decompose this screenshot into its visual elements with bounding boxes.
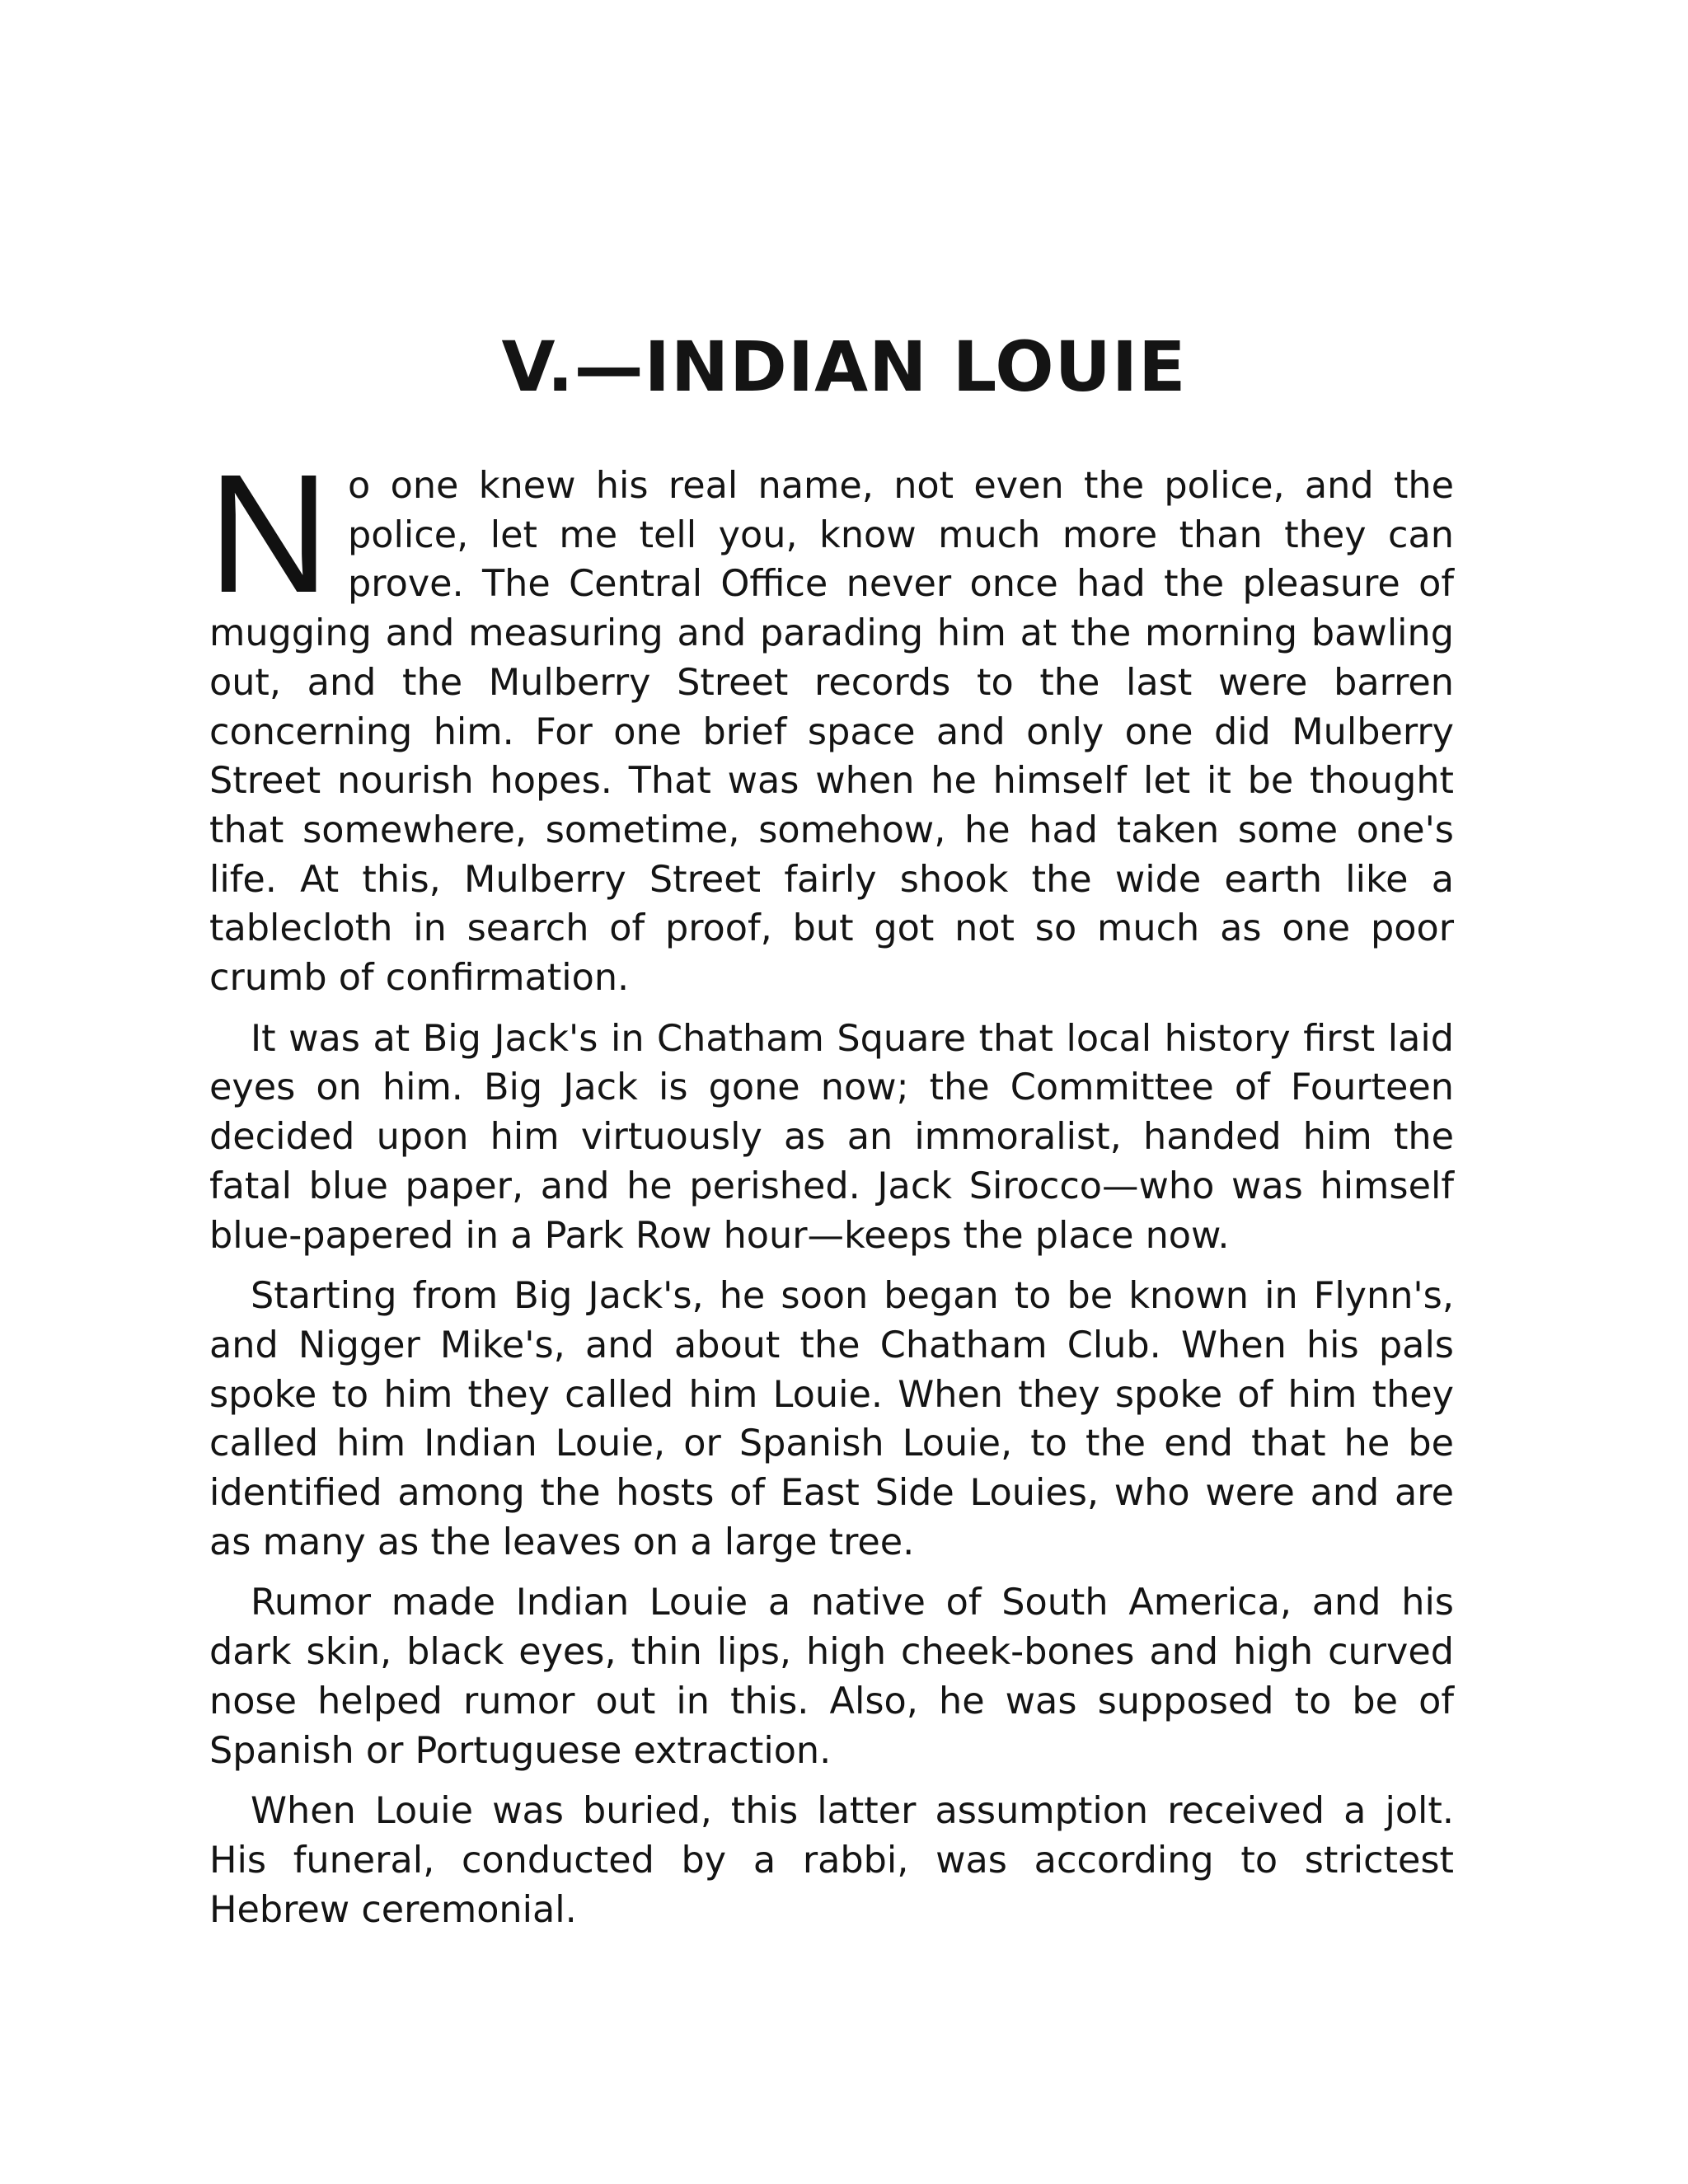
- paragraph-2: It was at Big Jack's in Chatham Square that local history first laid eyes on him. Big Jack is gone now; the Committee of Fourteen decided upon him virtuously as an immoralist, handed him the fatal blue paper, and he perished. Jack Sirocco—who was himself blue-papered in a Park Row hour—keeps the place now.: [209, 1017, 1454, 1257]
- paragraph-5: When Louie was buried, this latter assumption received a jolt. His funeral, conducted by a rabbi, was according to strictest Hebrew ceremonial.: [209, 1790, 1454, 1931]
- chapter-title: V.—INDIAN LOUIE: [501, 326, 1187, 407]
- chapter-body: [208, 439, 1454, 1946]
- paragraph-3: Starting from Big Jack's, he soon began to be known in Flynn's, and Nigger Mike's, and about the Chatham Club. When his pals spoke to him they called him Louie. When they spoke of him they called him Indian Louie, or Spanish Louie, to the end that he be identified among the hosts of East Side Louies, who were and are as many as the leaves on a large tree.: [209, 1275, 1454, 1563]
- drop-cap: N: [208, 439, 331, 628]
- paragraph-1: [208, 439, 1454, 1003]
- paragraph-1-text: o one knew his real name, not even the police, and the police, let me tell you, know much more than they can prove. The Central Office never once had the pleasure of mugging and measuring and parading him at the morning bawling out, and the Mulberry Street records to the last were barren concerning him. For one brief space and only one did Mulberry Street nourish hopes. That was when he himself let it be thought that somewhere, sometime, somehow, he had taken some one's life. At this, Mulberry Street fairly shook the wide earth like a tablecloth in search of proof, but got not so much as one poor crumb of confirmation.: [209, 465, 1454, 1000]
- paragraph-4: Rumor made Indian Louie a native of South America, and his dark skin, black eyes, thin lips, high cheek-bones and high curved nose helped rumor out in this. Also, he was supposed to be of Spanish or Portuguese extraction.: [209, 1582, 1454, 1772]
